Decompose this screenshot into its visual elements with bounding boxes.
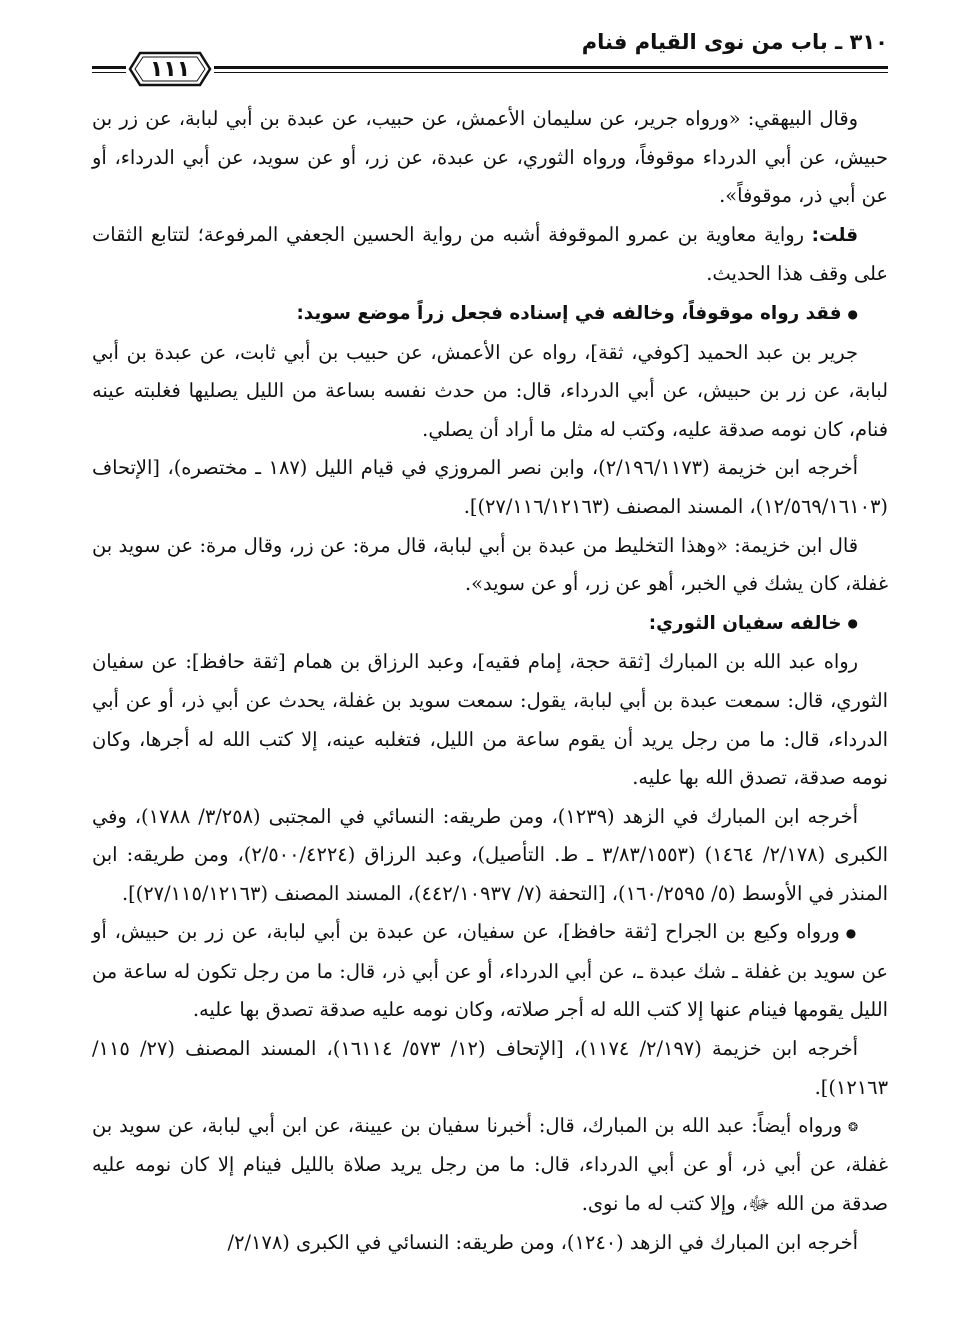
section-heading-1: ●فقد رواه موقوفاً، وخالفه في إسناده فجعل زراً موضع سويد: bbox=[296, 302, 858, 324]
bullet-icon: ● bbox=[847, 616, 858, 631]
flower-bullet-icon: ❂ bbox=[847, 1119, 858, 1134]
header-rule-left bbox=[92, 66, 126, 73]
paragraph-6: ●ورواه وكيع بن الجراح [ثقة حافظ]، عن سفيان، عن عبدة بن أبي لبابة، عن زر بن حبيش، أو عن سويد بن غفلة ـ شك عبدة ـ، عن أبي الدرداء، أو عن أبي ذر، قال: ما من رجل تكون له ساعة من الليل يقومها فينام عنها إلا كتب الله له أجر صلاته، وكان نومه عليه صدقة تصدق بها عليه. bbox=[92, 920, 888, 1022]
paragraph-7: ❂ورواه أيضاً: عبد الله بن المبارك، قال: أخبرنا سفيان بن عيينة، عن ابن أبي لبابة، عن سويد بن غفلة، عن أبي ذر، أو عن أبي الدرداء، قال: ما من رجل يريد صلاة بالليل فينام إلا كان نومه عليه صدقة من الله ﷻ، وإلا كتب له ما نوى. bbox=[92, 1114, 888, 1216]
paragraph-4: قال ابن خزيمة: «وهذا التخليط من عبدة بن أبي لبابة، قال مرة: عن زر، وقال مرة: عن سويد بن غفلة، كان يشك في الخبر، أهو عن زر، أو عن سويد». bbox=[92, 533, 888, 596]
citation-1: أخرجه ابن خزيمة (٢/١٩٦/١١٧٣)، وابن نصر المروزي في قيام الليل (١٨٧ ـ مختصره)، [الإتحاف (١٢/٥٦٩/١٦١٠٣)، المسند المصنف (٢٧/١١٦/١٢١٦٣)]. bbox=[92, 456, 888, 518]
paragraph-5: رواه عبد الله بن المبارك [ثقة حجة، إمام فقيه]، وعبد الرزاق بن همام [ثقة حافظ]: عن سفيان الثوري، قال: سمعت عبدة بن أبي لبابة، يقول: سمعت سويد بن غفلة، يحدث عن أبي ذر، أو عن أبي الدرداء، قال: ما من رجل يريد أن يقوم ساعة من الليل، فتغلبه عينه، إلا كتب الله له أجرها، وكان نومه صدقة، تصدق الله بها عليه. bbox=[92, 650, 888, 790]
paragraph-lead: قلت: bbox=[811, 224, 858, 246]
page-number: ١١١ bbox=[149, 56, 191, 82]
section-heading-2: ●خالفه سفيان الثوري: bbox=[648, 612, 858, 634]
citation-4: أخرجه ابن المبارك في الزهد (١٢٤٠)، ومن طريقه: النسائي في الكبرى (٢/١٧٨/ bbox=[227, 1230, 858, 1254]
paragraph-2: قلت: رواية معاوية بن عمرو الموقوفة أشبه من رواية الحسين الجعفي المرفوعة؛ لتتابع الثقات على وقف هذا الحديث. bbox=[92, 222, 888, 286]
header-rule bbox=[214, 66, 888, 73]
paragraph-1: وقال البيهقي: «ورواه جرير، عن سليمان الأعمش، عن حبيب، عن عبدة بن أبي لبابة، عن زر بن حبيش، عن أبي الدرداء موقوفاً، ورواه الثوري، عن عبدة، عن زر، أو عن سويد، عن أبي الدرداء، أو عن أبي ذر، موقوفاً». bbox=[92, 107, 888, 208]
bullet-icon: ● bbox=[845, 926, 858, 941]
page-header bbox=[92, 28, 888, 84]
citation-2: أخرجه ابن المبارك في الزهد (١٢٣٩)، ومن طريقه: النسائي في المجتبى (٣/٢٥٨/ ١٧٨٨)، وفي الكبرى (٢/١٧٨/ ١٤٦٤) (٣/٨٣/١٥٥٣ ـ ط. التأصيل)، وعبد الرزاق (٢/٥٠٠/٤٢٢٤)، ومن طريقه: ابن المنذر في الأوسط (٥/ ١٦٠/٢٥٩٥)، [التحفة (٧/ ٤٤٢/١٠٩٣٧)، المسند المصنف (٢٧/١١٥/١٢١٦٣)]. bbox=[92, 804, 888, 905]
running-title: ٣١٠ ـ باب من نوى القيام فنام bbox=[581, 30, 888, 54]
citation-3: أخرجه ابن خزيمة (٢/١٩٧/ ١١٧٤)، [الإتحاف (١٢/ ٥٧٣/ ١٦١١٤)، المسند المصنف (٢٧/ ١١٥/ ١٢١٦٣)]. bbox=[92, 1036, 888, 1099]
bullet-icon: ● bbox=[847, 306, 858, 321]
page-number-badge bbox=[126, 49, 214, 89]
paragraph-3: جرير بن عبد الحميد [كوفي، ثقة]، رواه عن الأعمش، عن حبيب بن أبي ثابت، عن عبدة بن أبي لبابة، عن زر بن حبيش، عن أبي الدرداء، قال: من حدث نفسه بساعة من الليل يصليها فغلبته عينه فنام، كان نومه صدقة عليه، وكتب له مثل ما أراد أن يصلي. bbox=[92, 340, 888, 441]
body-text bbox=[92, 100, 888, 1262]
